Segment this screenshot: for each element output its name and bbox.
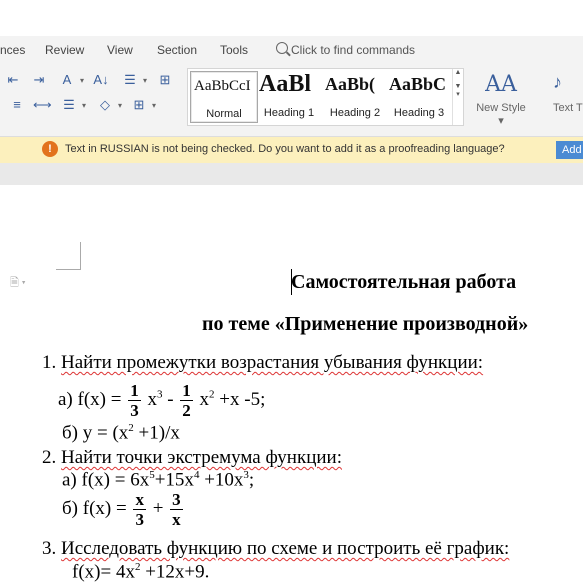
decrease-indent-icon[interactable]: ⇤ — [7, 72, 19, 87]
proofing-info-bar — [0, 137, 583, 163]
page-gap — [0, 163, 583, 185]
menu-review[interactable]: Review — [45, 43, 85, 57]
warning-icon: ! — [42, 141, 58, 157]
new-style-button[interactable]: AA New Style ▾ — [472, 72, 530, 127]
menu-section[interactable]: Section — [157, 43, 198, 57]
task-1b-formula: б) $y = (x^2 +1)/x$ — [62, 422, 180, 444]
menu-references[interactable]: nces — [0, 43, 26, 57]
text-tool-icon: ♪ — [553, 72, 562, 92]
task-2-heading: 2. Найти точки экстремума функции: — [42, 447, 342, 468]
increase-indent-icon[interactable]: ⇥ — [33, 72, 45, 87]
bullets-icon[interactable]: ☰ ▾ — [121, 72, 139, 88]
fraction-one-half: $\frac{1}{2}$ — [182, 381, 191, 420]
menu-view[interactable]: View — [107, 43, 133, 57]
menu-bar — [0, 36, 583, 64]
ribbon — [0, 64, 583, 137]
style-heading-1[interactable]: AaBl Heading 1 — [259, 71, 315, 119]
margin-corner-mark — [56, 242, 81, 270]
borders-icon[interactable]: ⊞ ▾ — [130, 97, 148, 113]
fraction-3-over-x: $\frac{3}{x}$ — [172, 490, 181, 529]
task-1a-formula: а) f(x) = $\frac{1}{3}$ $x^3$ - $\frac{1}{2}$ $x^2 +x$ -5; — [58, 381, 266, 420]
gallery-scroll[interactable]: ▲ ▼ ▾ — [452, 69, 463, 125]
document-page[interactable] — [0, 185, 583, 583]
distribute-icon[interactable]: ⟷ — [33, 97, 52, 112]
task-2a-formula: а) $f(x) = 6x^5+15x^4 +10x^3$; — [62, 469, 255, 491]
search-icon[interactable] — [276, 42, 288, 54]
change-case-icon[interactable]: A ▾ — [58, 72, 76, 88]
task-3-heading: 3. Исследовать функцию по схеме и построить её график: — [42, 538, 510, 559]
fraction-one-third: $\frac{1}{3}$ — [130, 381, 139, 420]
task-2b-formula: б) f(x) = $\frac{x}{3}$ + $\frac{3}{x}$ — [62, 490, 181, 529]
add-language-button[interactable]: Add — [556, 141, 583, 159]
paragraph-options-icon[interactable]: 🗎 ▾ — [10, 277, 26, 289]
line-spacing-icon[interactable]: ☰ ▾ — [60, 97, 78, 113]
new-style-icon: AA — [485, 72, 517, 97]
task-1-heading: 1. Найти промежутки возрастания убывания функции: — [42, 352, 484, 373]
text-tool-button[interactable]: ♪ Text T — [553, 72, 583, 114]
command-search[interactable]: Click to find commands — [291, 43, 416, 57]
menu-tools[interactable]: Tools — [220, 43, 249, 57]
align-justify-icon[interactable]: ≡ — [13, 97, 21, 112]
sort-icon[interactable]: A↓ — [93, 72, 109, 87]
style-heading-2[interactable]: AaBb( Heading 2 — [325, 74, 381, 119]
styles-gallery — [187, 68, 464, 126]
style-heading-3[interactable]: AaBbC Heading 3 — [389, 74, 447, 119]
task-3-formula: $f(x)= 4x^2 +12x+9$. — [72, 561, 210, 583]
shading-icon[interactable]: ◇ ▾ — [96, 97, 114, 113]
table-icon[interactable]: ⊞ — [159, 72, 171, 87]
document-subtitle: по теме «Применение производной» — [202, 313, 529, 335]
fraction-x-over-3: $\frac{x}{3}$ — [135, 490, 144, 529]
info-message: Text in RUSSIAN is not being checked. Do you want to add it as a proofreading language? — [65, 143, 505, 155]
document-title: Самостоятельная работа — [291, 271, 517, 293]
style-normal[interactable]: AaBbCcI Normal — [190, 71, 258, 123]
